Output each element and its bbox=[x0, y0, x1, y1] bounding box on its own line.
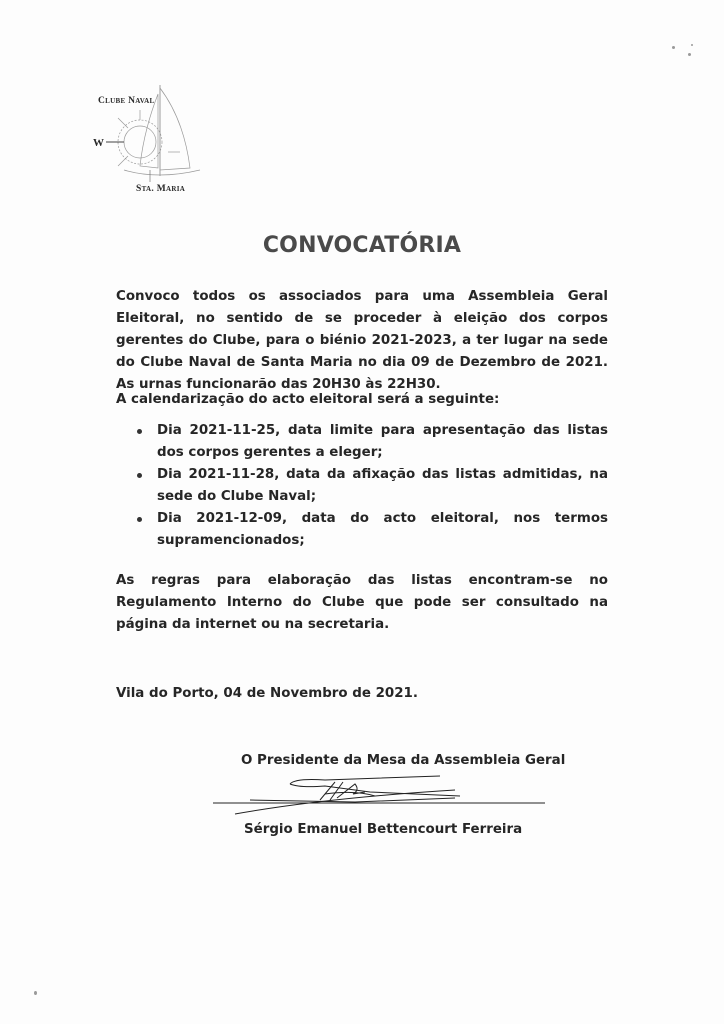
schedule-item-text: Dia 2021-11-25, data limite para apresentação das listas dos corpos gerentes a eleger; bbox=[157, 423, 608, 460]
schedule-item bbox=[116, 464, 608, 508]
schedule-item bbox=[116, 508, 608, 552]
bullet-icon bbox=[137, 429, 142, 434]
scan-speck bbox=[691, 44, 693, 46]
scan-speck bbox=[688, 53, 691, 56]
bullet-icon bbox=[137, 473, 142, 478]
club-logo bbox=[88, 80, 218, 195]
schedule-item bbox=[116, 420, 608, 464]
bullet-icon bbox=[137, 517, 142, 522]
schedule-item-text: Dia 2021-12-09, data do acto eleitoral, nos termos supramencionados; bbox=[157, 511, 608, 548]
logo-text-sta-maria: Sta. Maria bbox=[136, 184, 186, 194]
rules-paragraph: As regras para elaboração das listas encontram-se no Regulamento Interno do Clube que pode ser consultado na página da internet ou na secretaria. bbox=[116, 573, 608, 632]
schedule-item-text: Dia 2021-11-28, data da afixação das listas admitidas, na sede do Clube Naval; bbox=[157, 467, 608, 504]
logo-text-club-naval: Clube Naval bbox=[98, 96, 155, 106]
convocation-paragraph: Convoco todos os associados para uma Assembleia Geral Eleitoral, no sentido de se proceder à eleição dos corpos gerentes do Clube, para o biénio 2021-2023, a ter lugar na sede do Clube Naval de Santa Maria no dia 09 de Dezembro de 2021. As urnas funcionarão das 20H30 às 22H30. bbox=[116, 289, 608, 392]
place-and-date: Vila do Porto, 04 de Novembro de 2021. bbox=[116, 686, 418, 701]
handwritten-signature bbox=[205, 770, 555, 825]
signatory-name: Sérgio Emanuel Bettencourt Ferreira bbox=[244, 822, 523, 837]
signatory-role: O Presidente da Mesa da Assembleia Geral bbox=[241, 753, 566, 768]
logo-text-west: W bbox=[93, 137, 105, 149]
scan-speck bbox=[34, 991, 37, 995]
schedule-list bbox=[116, 420, 608, 552]
scan-speck bbox=[672, 46, 675, 49]
schedule-intro: A calendarização do acto eleitoral será a seguinte: bbox=[116, 392, 500, 407]
document-title: CONVOCATÓRIA bbox=[262, 233, 462, 258]
